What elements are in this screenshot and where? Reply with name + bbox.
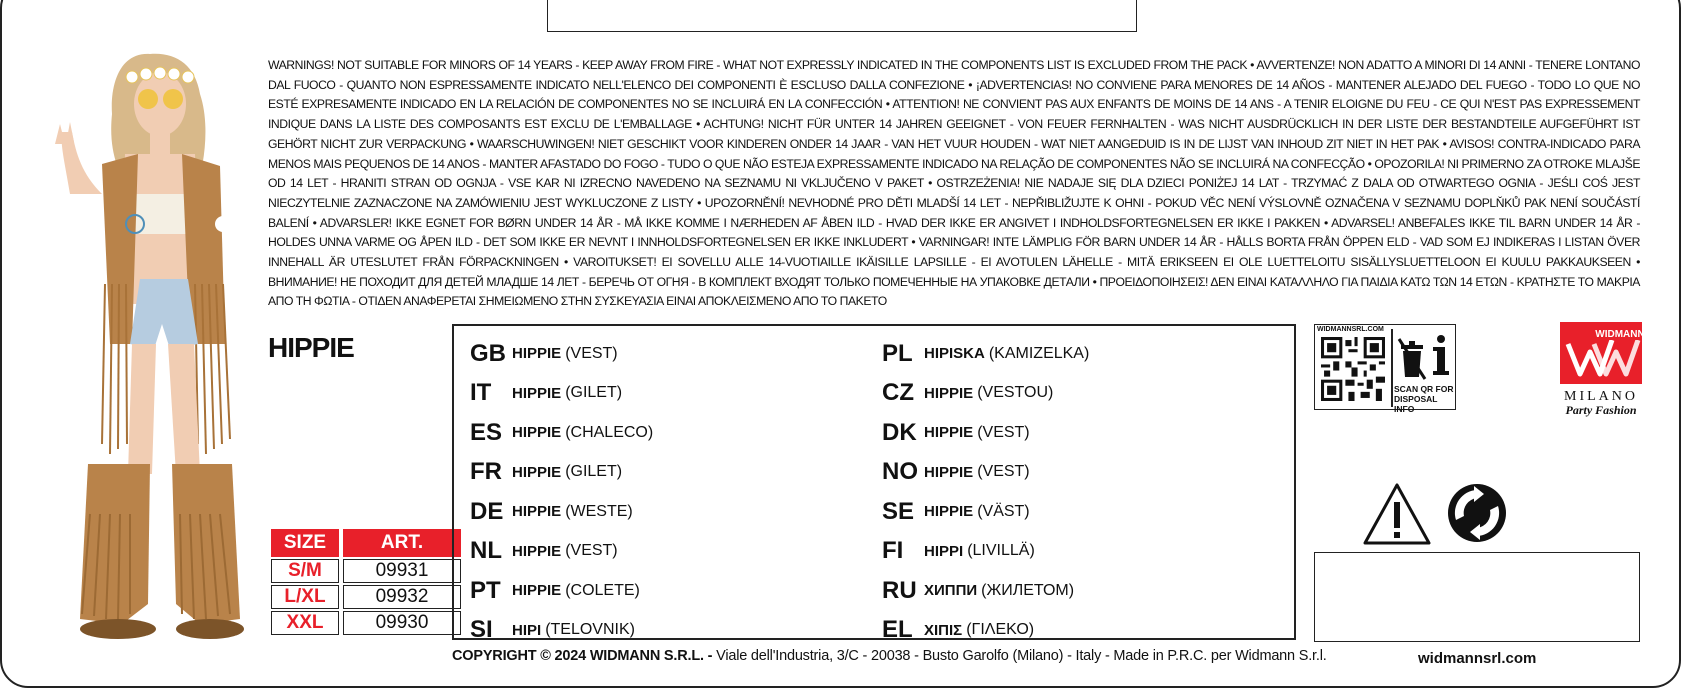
language-row [882,492,1282,532]
language-row [882,413,1282,453]
language-code: PT [470,576,501,604]
art-number: 09932 [343,585,461,609]
language-description: (ΓΙΛΕΚΟ) [966,621,1035,639]
logo-text: WIDMANN [1595,329,1642,340]
language-code: NO [882,458,918,486]
language-row [882,532,1282,572]
art-number: 09931 [343,559,461,583]
language-row [882,571,1282,611]
language-names-box [452,324,1296,644]
language-row [470,374,870,414]
language-row [882,611,1282,651]
costume-model-illustration [10,44,280,664]
size-value: S/M [271,559,339,583]
size-table [267,527,465,637]
language-product-name: HIPPIE [512,503,562,521]
language-code: GB [470,339,506,367]
language-row [470,453,870,493]
language-code: NL [470,537,502,565]
art-number: 09930 [343,611,461,635]
language-description: (TELOVNIK) [545,621,635,639]
language-row [470,571,870,611]
language-row [470,334,870,374]
copyright-owner: COPYRIGHT © 2024 WIDMANN S.R.L. - [452,648,713,664]
copyright-line [452,648,1327,664]
top-label-box [547,0,1137,32]
language-description: (GILET) [565,384,623,402]
language-code: FR [470,458,502,486]
language-description: (VEST) [565,344,618,362]
language-code: DK [882,418,917,446]
qr-divider [1391,329,1393,407]
qr-label: WIDMANNSRL.COM [1317,326,1384,333]
language-product-name: HIPPIE [512,542,562,560]
qr-caption [1394,384,1456,414]
language-product-name: HIPPIE [512,384,562,402]
brand-logo [1558,322,1644,418]
language-product-name: HIPPIE [924,463,974,481]
language-description: (VEST) [977,423,1030,441]
language-product-name: ХИППИ [924,582,978,600]
language-description: (VESTOU) [977,384,1054,402]
language-description: (VÄST) [977,502,1030,520]
language-code: SI [470,616,493,644]
size-value: L/XL [271,585,339,609]
multilingual-warnings: WARNINGS! NOT SUITABLE FOR MINORS OF 14 YEARS - KEEP AWAY FROM FIRE - WHAT NOT EXPRESSLY INDICATED IN THE COMPONENTS LIST IS EXCLUDED FROM THE PACK • AVVERTENZE! NON ADATTO A MINORI DI 14 ANNI - TENERE LONTANO DAL FUOCO - QUANTO NON ESPRESSAMENTE INDICATO NELL'ELENCO DEI COMPONENTI È ESCLUSO DALLA CONFEZIONE • ¡ADVERTENCIAS! NO CONVIENE PARA MENORES DE 14 AÑOS - MANTENER ALEJADO DEL FUEGO - TODO LO QUE NO ESTÉ EXPRESAMENTE INDICADO EN LA RELACIÓN DE COMPONENTES NO SE INCLUIRÁ EN LA CONFECCIÓN • ATTENTION! NE CONVIENT PAS AUX ENFANTS DE MOINS DE 14 ANS - A TENIR ELOIGNE DU FEU - CE QUI N'EST PAS EXPRESSEMENT INDIQUE DANS LA LISTE DES COMPOSANTS EST EXCLU DE L'EMBALLAGE • ACHTUNG! NICHT FÜR UNTER 14 JAHREN GEEIGNET - VON FEUER FERNHALTEN - WAS NICHT AUSDRÜCKLICH IN DER LISTE DER BESTANDTEILE AUFGEFÜHRT IST GEHÖRT NICHT ZUR VERPACKUNG • WAARSCHUWINGEN! NIET GESCHIKT VOOR KINDEREN ONDER 14 JAAR - VAN HET VUUR HOUDEN - WAT NIET AANGEDUID IS IN DE LIJST VAN INHOUD ZIT NIET IN HET PAK • AVISOS! CONTRA-INDICADO PARA MENOS MAIS PEQUENOS DE 14 ANOS - MANTER AFASTADO DO FOGO - TUDO O QUE NÃO ESTEJA EXPRESSAMENTE INDICADO NA RELAÇÃO DE COMPONENTES NÃO SE INCLUIRÁ NA CONFECÇÃO • OPOZORILA! NI PRIMERNO ZA OTROKE MLAJŠE OD 14 LET - HRANITI STRAN OD OGNJA - VSE KAR NI IZRECNO NAVEDENO NA SEZNAMU NI VKLJUČENO V PAKET • OSTRZEŻENIA! NIE NADAJE SIĘ DLA DZIECI PONIŻEJ 14 LAT - TRZYMAĆ Z DALA OD OTWARTEGO OGNIA - JEŚLI COŚ JEST NIECZYTELNIE ZAZNACZONE NA ZAMÓWIENIU JEST WYKLUCZONE Z LISTY • UPOZORNĚNÍ! NEVHODNÉ PRO DĚTI MLADŠÍ 14 LET - NEPŘIBLIŽUJTE K OHNI - POKUD VĚC NENÍ VÝSLOVNĚ OZNAČENA V SEZNAMU DOPLŇKŮ PAK NENÍ SOUČÁSTÍ BALENÍ • ADVARSLER! IKKE EGNET FOR BØRN UNDER 14 ÅR - MÅ IKKE KOMME I NÆRHEDEN AF ÅBEN ILD - HVAD DER IKKE ER ANGIVET I INDHOLDSFORTEGNELSEN ER IKKE I PAKKEN • ADVARSEL! ANBEFALES IKKE TIL BARN UNDER 14 ÅR - HOLDES UNNA VARME OG ÅPEN ILD - DET SOM IKKE ER NEVNT I INNHOLDSFORTEGNELSEN ER IKKE INKLUDERT • VARNINGAR! INTE LÄMPLIG FÖR BARN UNDER 14 ÅR - HÅLLS BORTA FRÅN ÖPPEN ELD - VAD SOM EJ INDIKERAS I LISTAN ÖVER INNEHALL ÄR UTESLUTET FRÅN FÖRPACKNINGEN • VAROITUKSET! EI SOVELLU ALLE 14-VUOTIAILLE IKÄISILLE LAPSILLE - EI AVOTULEN LÄHELLE - MITÄ ERIKSEEN EI OLE LUETTELOITU SISÄLLYSLUETTELOON EI KUULU PAKKAUKSEEN • ВНИМАНИЕ! НЕ ПОХОДИТ ДЛЯ ДЕТЕЙ МЛАДШЕ 14 ЛЕТ - БЕРЕЧЬ ОТ ОГНЯ - В КОМПЛЕКТ ВХОДЯТ ТОЛЬКО ПОМЕЧЕННЫЕ НА УПАКОВКЕ ДЕТАЛИ • ΠΡΟΕΙΔΟΠΟΙΗΣΕΙΣ! ΔΕΝ ΕΙΝΑΙ ΚΑΤΑΛΛΗΛΟ ΓΙΑ ΠΑΙΔΙΑ ΚΑΤΩ ΤΩΝ 14 ΕΤΩΝ - ΚΡΑΤΗΣΤΕ ΤΟ ΜΑΚΡΙΑ ΑΠΟ ΤΗ ΦΩΤΙΑ - ΟΤΙΔΕΝ ΑΝΑΦΕΡΕΤΑΙ ΣΗΜΕΙΩΜΕΝΟ ΣΤΗΝ ΣΥΣΚΕΥΑΣΙΑ ΕΙΝΑΙ ΑΠΟΚΛΕΙΣΜΕΝΟ ΑΠΟ ΤΟ ΠΑΚΕΤΟ [268,58,1640,309]
language-row [882,374,1282,414]
language-product-name: HIPISKA [924,345,985,363]
brand-name: MILANO [1564,389,1638,404]
language-product-name: HIPI [512,621,542,639]
language-description: (COLETE) [565,581,640,599]
copyright-address: Viale dell'Industria, 3/C - 20038 - Busto Garolfo (Milano) - Italy - Made in P.R.C. per Widmann S.r.l. [712,648,1327,664]
language-row [470,532,870,572]
language-product-name: HIPPIE [512,345,562,363]
language-product-name: HIPPI [924,542,964,560]
language-product-name: HIPPIE [512,424,562,442]
language-row [882,334,1282,374]
art-header: ART. [343,529,461,557]
language-description: (LIVILLÄ) [967,542,1035,560]
language-code: IT [470,379,492,407]
size-value: XXL [271,611,339,635]
language-product-name: HIPPIE [512,463,562,481]
warning-triangle-icon [1362,482,1432,546]
language-product-name: HIPPIE [924,424,974,442]
website-url: widmannsrl.com [1418,650,1537,667]
language-product-name: HIPPIE [512,582,562,600]
green-dot-recycle-icon [1446,482,1508,544]
qr-caption-line: SCAN QR FOR [1394,384,1454,394]
qr-caption-line: DISPOSAL INFO [1394,394,1438,414]
language-code: RU [882,576,917,604]
language-column-left [470,334,870,650]
language-row [470,611,870,651]
blank-label-box [1314,552,1640,642]
language-product-name: ΧΙΠΙΣ [924,621,963,639]
language-column-right [882,334,1282,650]
widmann-logo-icon [1560,322,1642,384]
language-row [470,492,870,532]
waste-bin-icon [1397,331,1453,383]
product-name: HIPPIE [268,332,354,363]
language-code: EL [882,616,913,644]
language-product-name: HIPPIE [924,384,974,402]
language-description: (VEST) [565,542,618,560]
language-row [882,453,1282,493]
language-description: (CHALECO) [565,423,654,441]
qr-code-icon [1321,337,1385,401]
language-code: DE [470,497,504,525]
language-description: (GILET) [565,463,623,481]
size-row [271,559,461,583]
language-code: SE [882,497,915,525]
language-code: FI [882,537,904,565]
language-description: (KAMIZELKA) [988,344,1090,362]
brand-tagline: Party Fashion [1565,403,1637,417]
language-code: CZ [882,379,914,407]
size-header: SIZE [271,529,339,557]
size-row [271,611,461,635]
language-description: (WESTE) [565,502,633,520]
language-code: ES [470,418,503,446]
language-product-name: HIPPIE [924,503,974,521]
language-row [470,413,870,453]
size-row [271,585,461,609]
language-description: (VEST) [977,463,1030,481]
language-code: PL [882,339,913,367]
disposal-qr-box [1314,324,1456,414]
language-description: (ЖИЛЕТОМ) [981,581,1075,599]
